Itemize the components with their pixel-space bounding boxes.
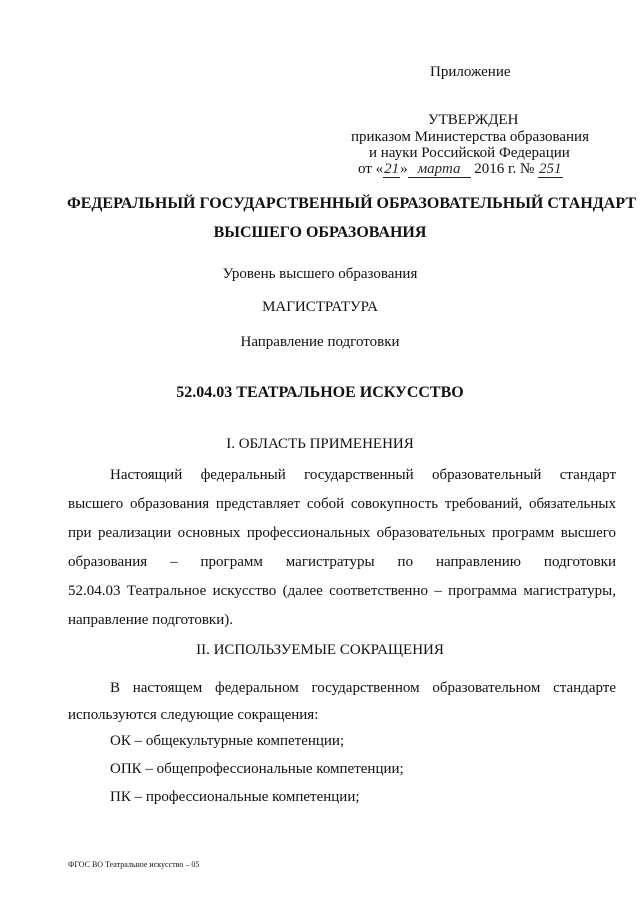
- date-month: марта: [408, 161, 471, 178]
- paragraph-line: Настоящий федеральный государственный образовательный стандарт: [110, 467, 616, 483]
- paragraph-line: при реализации основных профессиональных образовательных программ высшего: [68, 525, 616, 541]
- list-item: ОПК – общепрофессиональные компетенции;: [110, 761, 404, 777]
- order-line-2: и науки Российской Федерации: [369, 145, 570, 161]
- paragraph-line: 52.04.03 Театральное искусство (далее соответственно – программа магистратуры,: [68, 583, 616, 599]
- section-1-heading: I. ОБЛАСТЬ ПРИМЕНЕНИЯ: [226, 436, 414, 452]
- section-2-heading: II. ИСПОЛЬЗУЕМЫЕ СОКРАЩЕНИЯ: [196, 642, 444, 658]
- level-label: Уровень высшего образования: [222, 266, 418, 282]
- section-2-paragraph: [68, 674, 616, 732]
- order-date-line: [358, 161, 563, 178]
- date-year: 2016 г. №: [474, 161, 535, 177]
- list-item: ПК – профессиональные компетенции;: [110, 789, 360, 805]
- date-mid: »: [400, 161, 408, 177]
- title-line-1: ФЕДЕРАЛЬНЫЙ ГОСУДАРСТВЕННЫЙ ОБРАЗОВАТЕЛЬНЫЙ СТАНДАРТ: [67, 195, 636, 212]
- order-line-1: приказом Министерства образования: [351, 129, 589, 145]
- level-value: МАГИСТРАТУРА: [262, 299, 378, 315]
- title-line-2: ВЫСШЕГО ОБРАЗОВАНИЯ: [213, 224, 427, 241]
- paragraph-line: высшего образования представляет собой совокупность требований, обязательных: [68, 496, 616, 512]
- approved-label: УТВЕРЖДЕН: [428, 112, 519, 128]
- paragraph-line: направление подготовки).: [68, 612, 233, 628]
- paragraph-line: образования – программ магистратуры по направлению подготовки: [68, 554, 616, 570]
- direction-label: Направление подготовки: [240, 334, 400, 350]
- direction-value: 52.04.03 ТЕАТРАЛЬНОЕ ИСКУССТВО: [176, 384, 464, 401]
- paragraph-line: В настоящем федеральном государственном образовательном стандарте: [110, 680, 616, 696]
- section-1-paragraph: [68, 461, 616, 635]
- paragraph-line: используются следующие сокращения:: [68, 707, 319, 723]
- date-day: 21: [384, 161, 400, 177]
- date-prefix: от «: [358, 161, 384, 177]
- page-footer: ФГОС ВО Театральное искусство – 05: [68, 860, 200, 869]
- order-number: 251: [539, 161, 562, 177]
- list-item: ОК – общекультурные компетенции;: [110, 733, 345, 749]
- appendix-label: Приложение: [430, 64, 511, 80]
